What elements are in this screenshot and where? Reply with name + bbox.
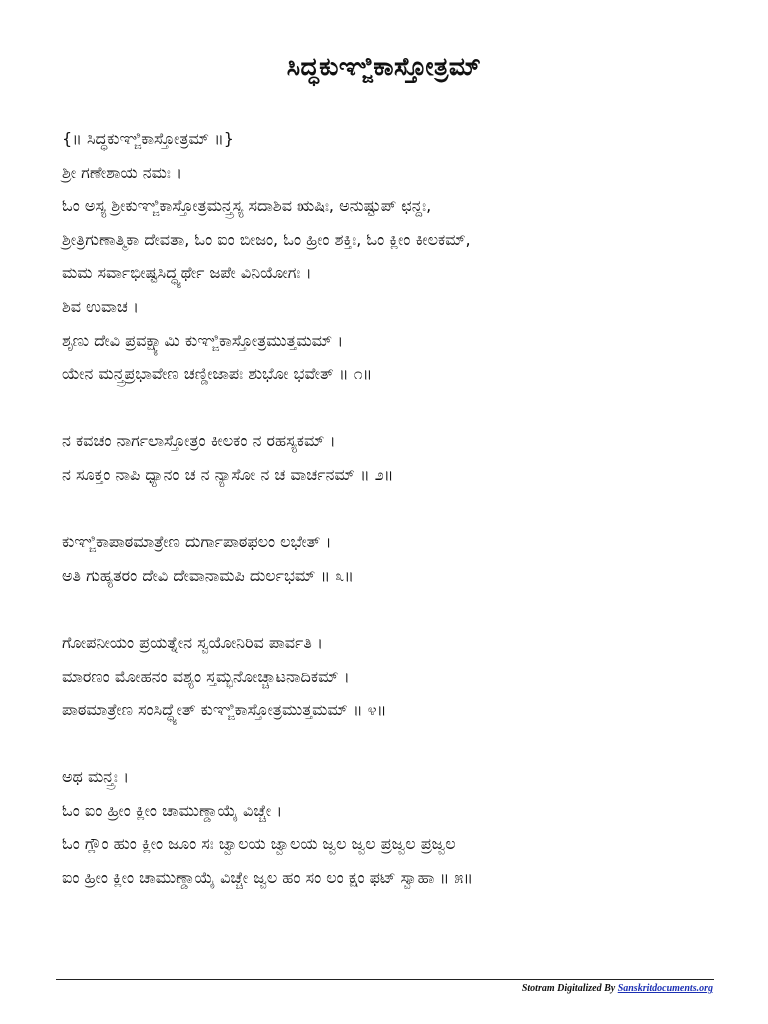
verse-line: ಮಮ ಸರ್ವಾಭೀಷ್ಟಸಿದ್ಧ್ಯರ್ಥೇ ಜಪೇ ವಿನಿಯೋಗಃ । [62, 263, 312, 283]
stotram-body [62, 122, 742, 895]
verse-line: ನ ಕವಚಂ ನಾರ್ಗಲಾಸ್ತೋತ್ರಂ ಕೀಲಕಂ ನ ರಹಸ್ಯಕಮ್ । [62, 431, 336, 451]
blank-line [62, 592, 742, 626]
blank-line [62, 391, 742, 425]
verse-line: ಪಾಠಮಾತ್ರೇಣ ಸಂಸಿದ್ಧ್ಯೇತ್ ಕುಞ್ಜಿಕಾಸ್ತೋತ್ರಮುತ್ತಮಮ್ ॥ ೪॥ [62, 700, 387, 720]
verse-line: ಓಂ ಐಂ ಹ್ರೀಂ ಕ್ಲೀಂ ಚಾಮುಣ್ಡಾಯೈ ವಿಚ್ಚೇ । [62, 800, 283, 820]
verse-line: ಕುಞ್ಜಿಕಾಪಾಠಮಾತ್ರೇಣ ದುರ್ಗಾಪಾಠಫಲಂ ಲಭೇತ್ । [62, 532, 332, 552]
verse-line: ಗೋಪನೀಯಂ ಪ್ರಯತ್ನೇನ ಸ್ವಯೋನಿರಿವ ಪಾರ್ವತಿ । [62, 632, 323, 652]
blank-line [62, 727, 742, 761]
verse-line: ನ ಸೂಕ್ತಂ ನಾಪಿ ಧ್ಯಾನಂ ಚ ನ ನ್ಯಾಸೋ ನ ಚ ವಾರ್ಚನಮ್ ॥ ೨॥ [62, 464, 394, 484]
verse-line: ಮಾರಣಂ ಮೋಹನಂ ವಶ್ಯಂ ಸ್ತಮ್ಭನೋಚ್ಚಾಟನಾದಿಕಮ್ । [62, 666, 350, 686]
blank-line [62, 492, 742, 526]
verse-line: ಓಂ ಅಸ್ಯ ಶ್ರೀಕುಞ್ಜಿಕಾಸ್ತೋತ್ರಮನ್ತ್ರಸ್ಯ ಸದಾಶಿವ ಋಷಿಃ, ಅನುಷ್ಟುಪ್ ಛನ್ದಃ, [62, 196, 432, 216]
verse-line: ಶ್ರೀತ್ರಿಗುಣಾತ್ಮಿಕಾ ದೇವತಾ, ಓಂ ಐಂ ಬೀಜಂ, ಓಂ ಹ್ರೀಂ ಶಕ್ತಿಃ, ಓಂ ಕ್ಲೀಂ ಕೀಲಕಮ್, [62, 229, 471, 249]
footer-credit [522, 983, 713, 994]
verse-line: ಓಂ ಗ್ಲೌಂ ಹುಂ ಕ್ಲೀಂ ಜೂಂ ಸಃ ಜ್ವಾಲಯ ಜ್ವಾಲಯ ಜ್ವಲ ಜ್ವಲ ಪ್ರಜ್ವಲ ಪ್ರಜ್ವಲ [62, 834, 456, 854]
verse-line: ಅಥ ಮನ್ತ್ರಃ । [62, 767, 130, 787]
verse-line: {॥ ಸಿದ್ಧಕುಞ್ಜಿಕಾಸ್ತೋತ್ರಮ್ ॥} [62, 129, 234, 148]
verse-line: ಶ್ರೀ ಗಣೇಶಾಯ ನಮಃ । [62, 162, 182, 182]
verse-line: ಯೇನ ಮನ್ತ್ರಪ್ರಭಾವೇಣ ಚಣ್ಡೀಜಾಪಃ ಶುಭೋ ಭವೇತ್ ॥ ೧॥ [62, 364, 373, 384]
document-title: ಸಿದ್ಧಕುಞ್ಜಿಕಾಸ್ತೋತ್ರಮ್ [286, 52, 482, 81]
footer-rule [56, 979, 714, 980]
verse-line: ಅತಿ ಗುಹ್ಯತರಂ ದೇವಿ ದೇವಾನಾಮಪಿ ದುರ್ಲಭಮ್ ॥ ೩॥ [62, 565, 354, 585]
footer-prefix: Stotram Digitalized By [521, 983, 618, 994]
footer-link[interactable]: Sanskritdocuments.org [617, 983, 713, 994]
verse-line: ಶಿವ ಉವಾಚ । [62, 296, 139, 316]
verse-line: ಶೃಣು ದೇವಿ ಪ್ರವಕ್ಷ್ಯಾಮಿ ಕುಞ್ಜಿಕಾಸ್ತೋತ್ರಮುತ್ತಮಮ್ । [62, 330, 344, 350]
verse-line: ಐಂ ಹ್ರೀಂ ಕ್ಲೀಂ ಚಾಮುಣ್ಡಾಯೈ ವಿಚ್ಚೇ ಜ್ವಲ ಹಂ ಸಂ ಲಂ ಕ್ಷಂ ಫಟ್ ಸ್ವಾಹಾ ॥ ೫॥ [62, 868, 474, 888]
